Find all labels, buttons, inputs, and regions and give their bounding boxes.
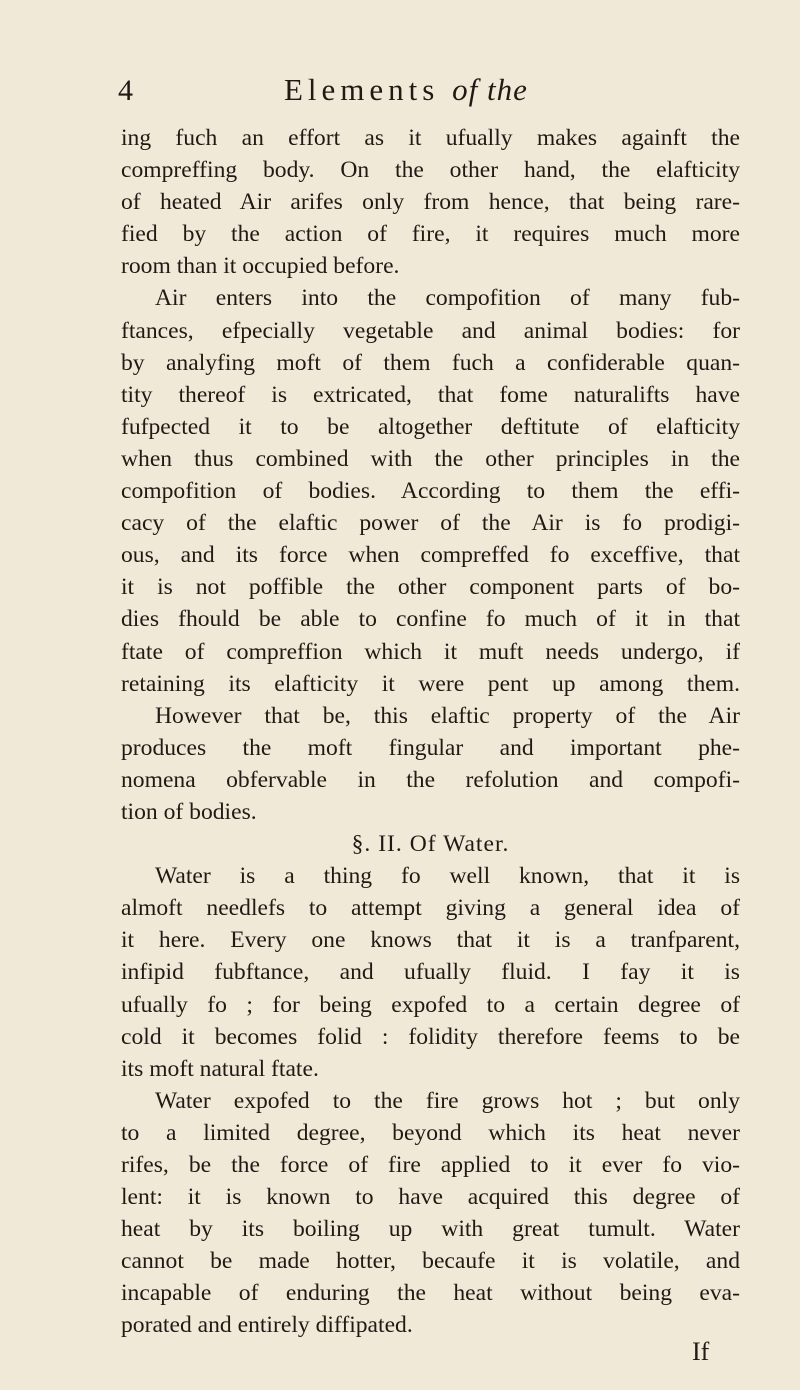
text-line: ftances, efpecially vegetable and animal bodies: for: [121, 317, 740, 344]
text-line: room than it occupied before.: [121, 253, 400, 280]
text-line: §. II. Of Water.: [351, 831, 510, 858]
text-line: its moft natural ftate.: [121, 1055, 319, 1082]
running-head-main: Elements: [284, 72, 440, 107]
text-line: compofition of bodies. According to them the effi-: [121, 478, 740, 505]
catchword: If: [692, 1337, 710, 1366]
text-line: nomena obfervable in the refolution and compofi-: [121, 766, 740, 793]
running-head: [284, 72, 528, 108]
text-line: fufpected it to be altogether deftitute of elafticity: [121, 413, 740, 440]
text-line: ous, and its force when compreffed fo exceffive, that: [121, 542, 740, 569]
text-line: ing fuch an effort as it ufually makes againft the: [121, 125, 740, 151]
text-line: Air enters into the compofition of many fub-: [155, 285, 740, 312]
text-line: retaining its elafticity it were pent up among them.: [121, 670, 740, 697]
text-line: Water expofed to the fire grows hot ; but only: [155, 1087, 740, 1114]
text-line: cold it becomes folid : folidity therefore feems to be: [121, 1023, 740, 1050]
text-line: compreffing body. On the other hand, the elafticity: [121, 157, 740, 184]
text-line: almoft needlefs to attempt giving a general idea of: [121, 895, 740, 922]
body-text: [121, 122, 740, 1342]
text-line: However that be, this elaftic property of the Air: [155, 702, 740, 729]
text-line: when thus combined with the other principles in the: [121, 445, 740, 472]
page-header: [118, 72, 738, 116]
text-line: by analyfing moft of them fuch a confiderable quan-: [121, 349, 740, 376]
text-line: tion of bodies.: [121, 798, 257, 825]
text-line: heat by its boiling up with great tumult. Water: [121, 1216, 740, 1243]
text-line: produces the moft fingular and important phe-: [121, 734, 740, 761]
text-line: infipid fubftance, and ufually fluid. I fay it is: [121, 959, 740, 986]
text-line: ftate of compreffion which it muft needs undergo, if: [121, 638, 740, 665]
text-line: of heated Air arifes only from hence, that being rare-: [121, 189, 740, 216]
text-line: dies fhould be able to confine fo much of it in that: [121, 606, 740, 633]
text-line: tity thereof is extricated, that fome naturalifts have: [121, 381, 740, 408]
text-line: cannot be made hotter, becaufe it is volatile, and: [121, 1248, 740, 1275]
text-line: it is not poffible the other component parts of bo-: [121, 574, 740, 601]
text-line: to a limited degree, beyond which its heat never: [121, 1119, 740, 1146]
text-line: incapable of enduring the heat without being eva-: [121, 1280, 740, 1307]
running-head-italic: of the: [452, 72, 528, 107]
text-line: it here. Every one knows that it is a tranfparent,: [121, 927, 740, 954]
text-line: cacy of the elaftic power of the Air is fo prodigi-: [121, 510, 740, 537]
page-number: 4: [118, 74, 133, 107]
text-line: Water is a thing fo well known, that it is: [155, 863, 740, 890]
text-line: fied by the action of fire, it requires much more: [121, 221, 740, 248]
text-line: ufually fo ; for being expofed to a certain degree of: [121, 991, 740, 1018]
text-line: rifes, be the force of fire applied to it ever fo vio-: [121, 1152, 740, 1178]
text-line: lent: it is known to have acquired this degree of: [121, 1184, 740, 1211]
text-line: porated and entirely diffipated.: [121, 1312, 413, 1339]
